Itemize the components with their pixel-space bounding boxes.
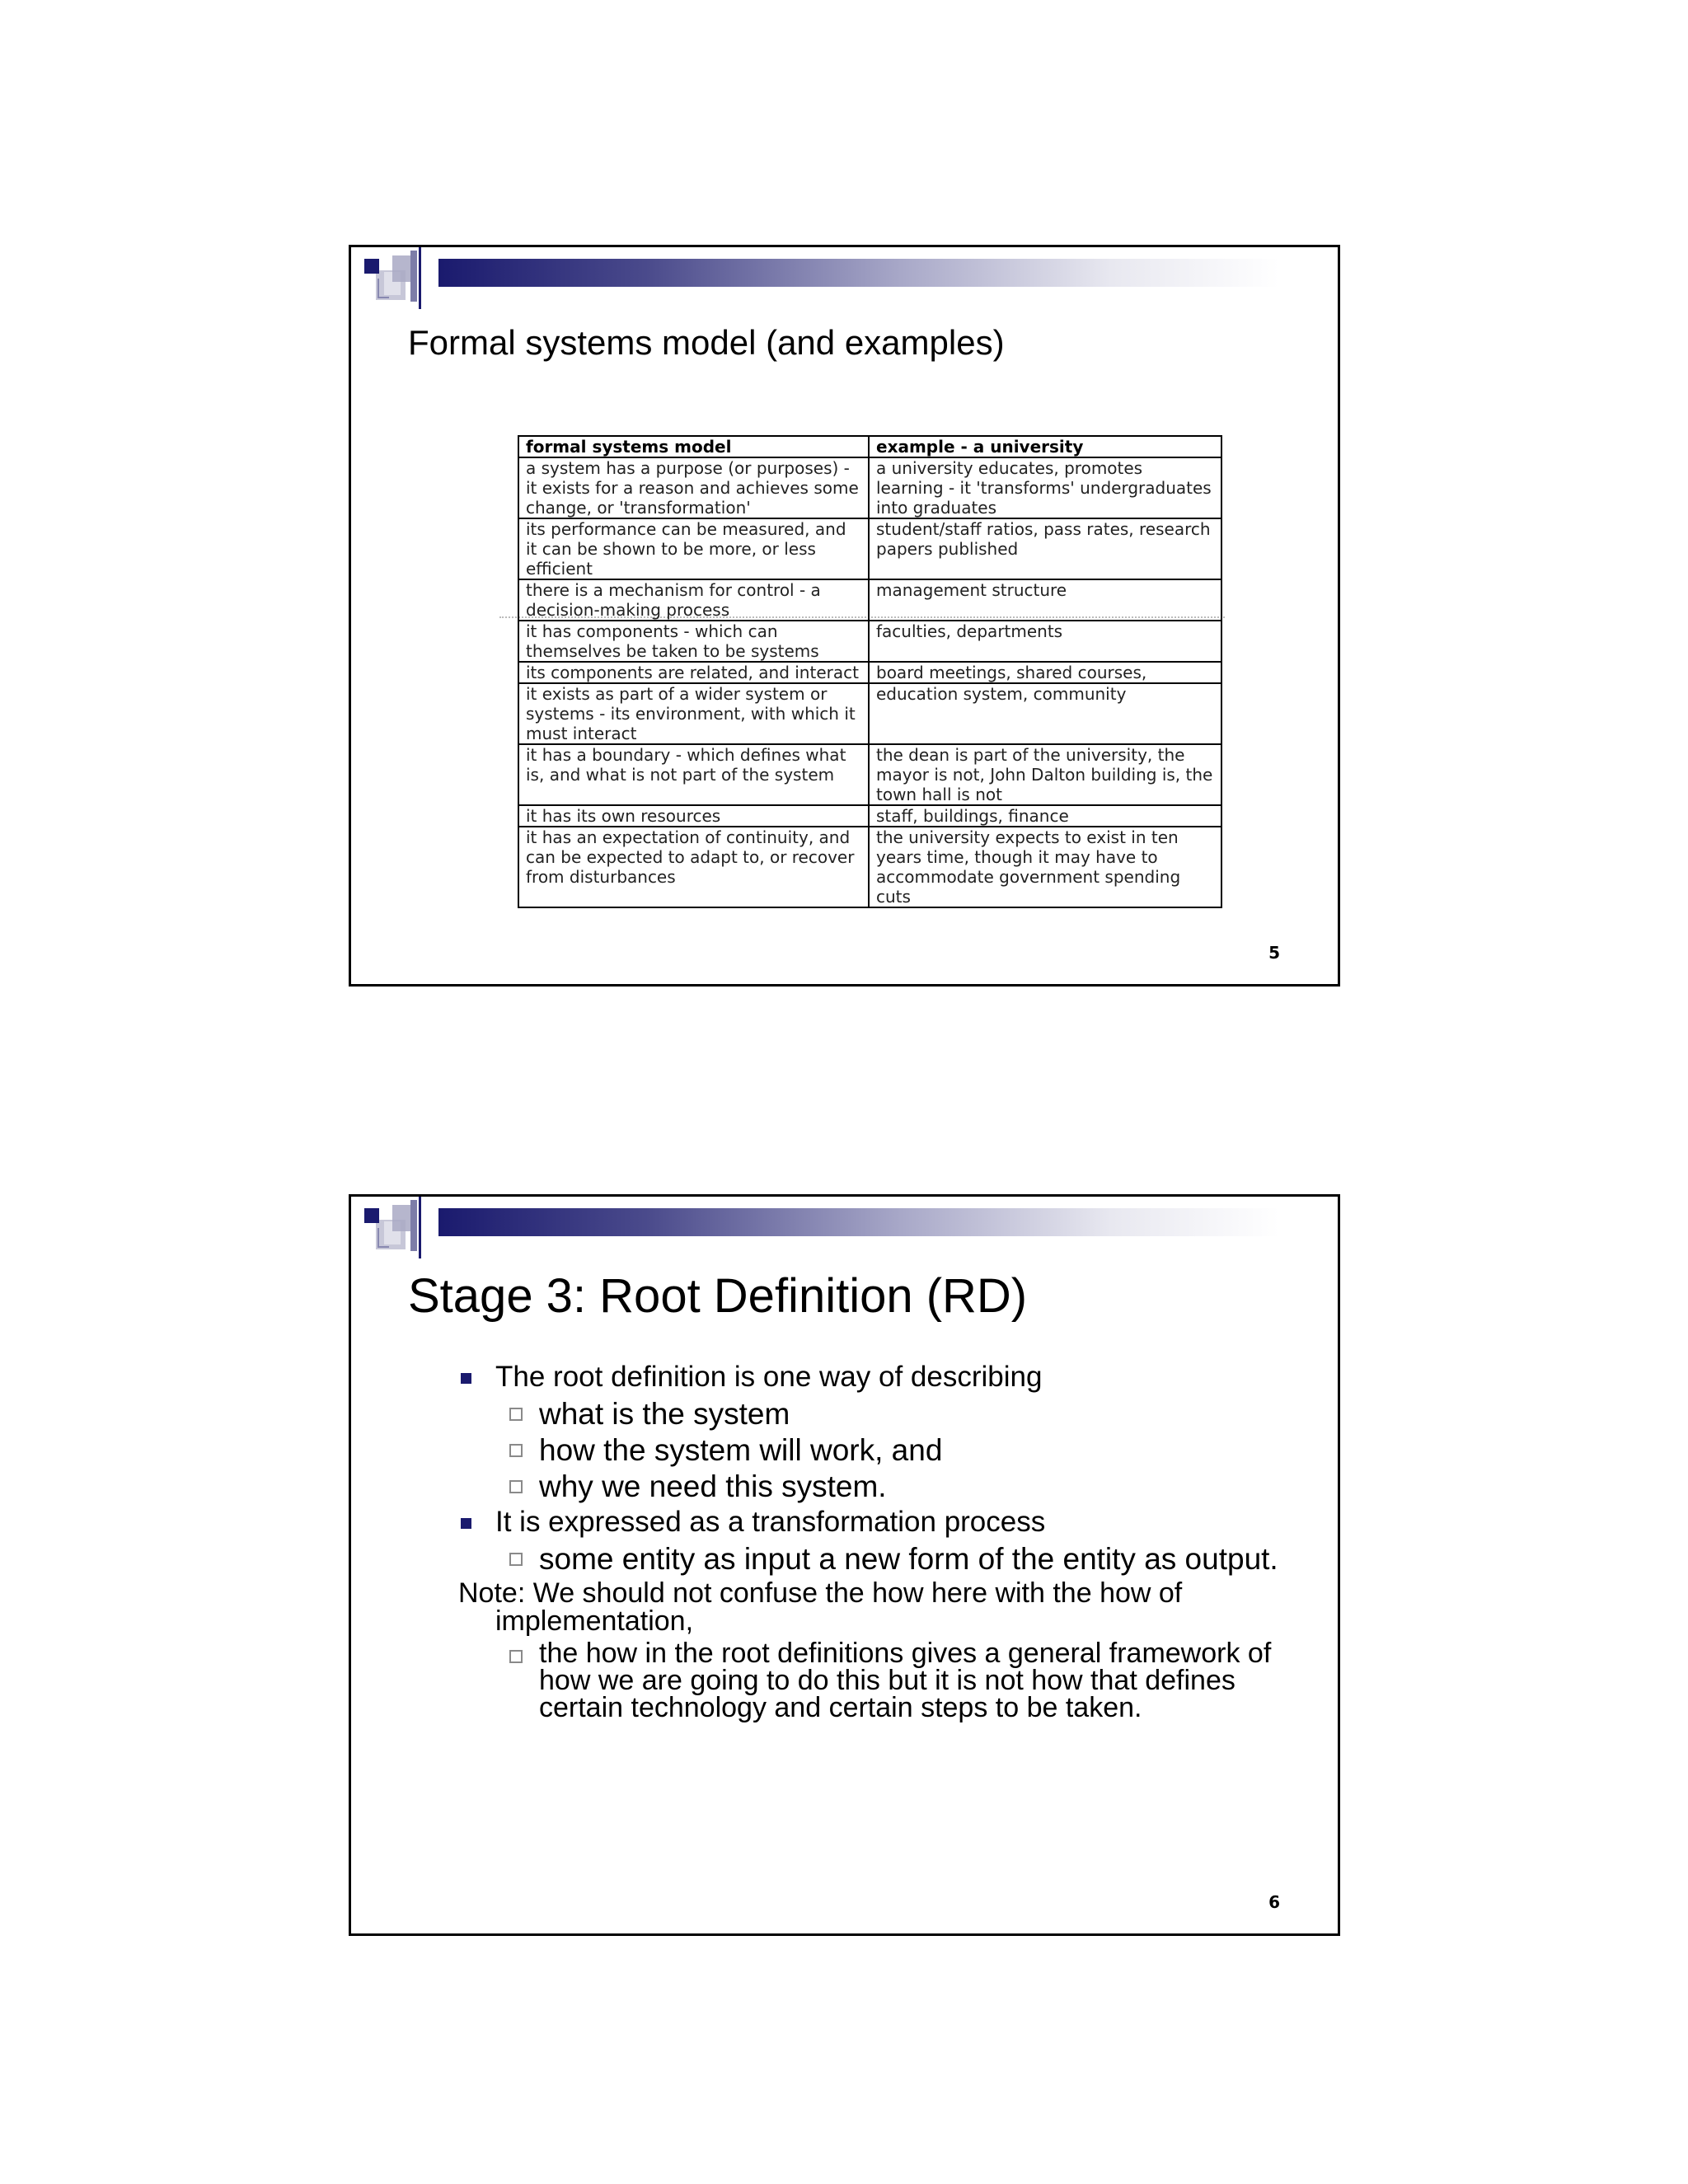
bullet-item: It is expressed as a transformation process — [458, 1507, 1307, 1538]
table-cell: management structure — [869, 579, 1221, 621]
slide-6 — [349, 1194, 1340, 1936]
table-cell: student/staff ratios, pass rates, research papers published — [869, 518, 1221, 579]
column-header: example - a university — [869, 436, 1221, 457]
table-header-row — [518, 436, 1221, 457]
table-cell: its performance can be measured, and it can be shown to be more, or less efficient — [518, 518, 869, 579]
table-cell: there is a mechanism for control - a decision-making process — [518, 579, 869, 621]
table-cell: faculties, departments — [869, 621, 1221, 662]
slide-header-decoration — [351, 247, 1338, 321]
sub-bullet-item: the how in the root definitions gives a general framework of how we are going to do this but it is not how that defines certain technology and certain steps to be taken. — [458, 1640, 1307, 1722]
table-cell: it exists as part of a wider system or systems - its environment, with which it must interact — [518, 683, 869, 744]
table-cell: a university educates, promotes learning - it 'transforms' undergraduates into graduates — [869, 457, 1221, 518]
sub-bullet-item: why we need this system. — [458, 1470, 1307, 1503]
sub-bullet-item: some entity as input a new form of the entity as output. — [458, 1543, 1307, 1576]
table-row — [518, 827, 1221, 907]
table-row — [518, 683, 1221, 744]
table-cell: board meetings, shared courses, — [869, 662, 1221, 683]
table-cell: a system has a purpose (or purposes) - it exists for a reason and achieves some change, or 'transformation' — [518, 457, 869, 518]
table-row — [518, 621, 1221, 662]
slide-number: 5 — [1268, 943, 1280, 963]
slide-header-decoration — [351, 1197, 1338, 1271]
hollow-square-bullet-icon — [509, 1408, 523, 1421]
table-row — [518, 662, 1221, 683]
table-cell: education system, community — [869, 683, 1221, 744]
table-cell: it has a boundary - which defines what is, and what is not part of the system — [518, 744, 869, 805]
hollow-square-bullet-icon — [509, 1480, 523, 1493]
table-row — [518, 457, 1221, 518]
table-row — [518, 579, 1221, 621]
slide-title: Stage 3: Root Definition (RD) — [408, 1269, 1028, 1323]
table-cell: it has its own resources — [518, 805, 869, 827]
slide-5 — [349, 245, 1340, 987]
table-cell: the university expects to exist in ten years time, though it may have to accommodate government spending cuts — [869, 827, 1221, 907]
slide-number: 6 — [1268, 1892, 1280, 1912]
hollow-square-bullet-icon — [509, 1650, 523, 1663]
bullet-item: The root definition is one way of describing — [458, 1361, 1307, 1393]
table-row — [518, 744, 1221, 805]
slide-title: Formal systems model (and examples) — [408, 323, 1005, 362]
table-cell: the dean is part of the university, the mayor is not, John Dalton building is, the town hall is not — [869, 744, 1221, 805]
square-bullet-icon — [461, 1373, 471, 1384]
sub-bullet-item: how the system will work, and — [458, 1434, 1307, 1467]
note-paragraph: Note: We should not confuse the how here with the how of implementation, — [458, 1577, 1183, 1637]
square-bullet-icon — [461, 1518, 471, 1529]
table-cell: it has an expectation of continuity, and can be expected to adapt to, or recover from disturbances — [518, 827, 869, 907]
sub-bullet-item: what is the system — [458, 1398, 1307, 1431]
table-row — [518, 518, 1221, 579]
column-header: formal systems model — [518, 436, 869, 457]
table-row — [518, 805, 1221, 827]
table-cell: its components are related, and interact — [518, 662, 869, 683]
table-cell: staff, buildings, finance — [869, 805, 1221, 827]
formal-systems-table — [518, 435, 1222, 908]
bullet-list — [458, 1361, 1307, 1725]
table-cell: it has components - which can themselves be taken to be systems — [518, 621, 869, 662]
hollow-square-bullet-icon — [509, 1553, 523, 1566]
hollow-square-bullet-icon — [509, 1444, 523, 1457]
